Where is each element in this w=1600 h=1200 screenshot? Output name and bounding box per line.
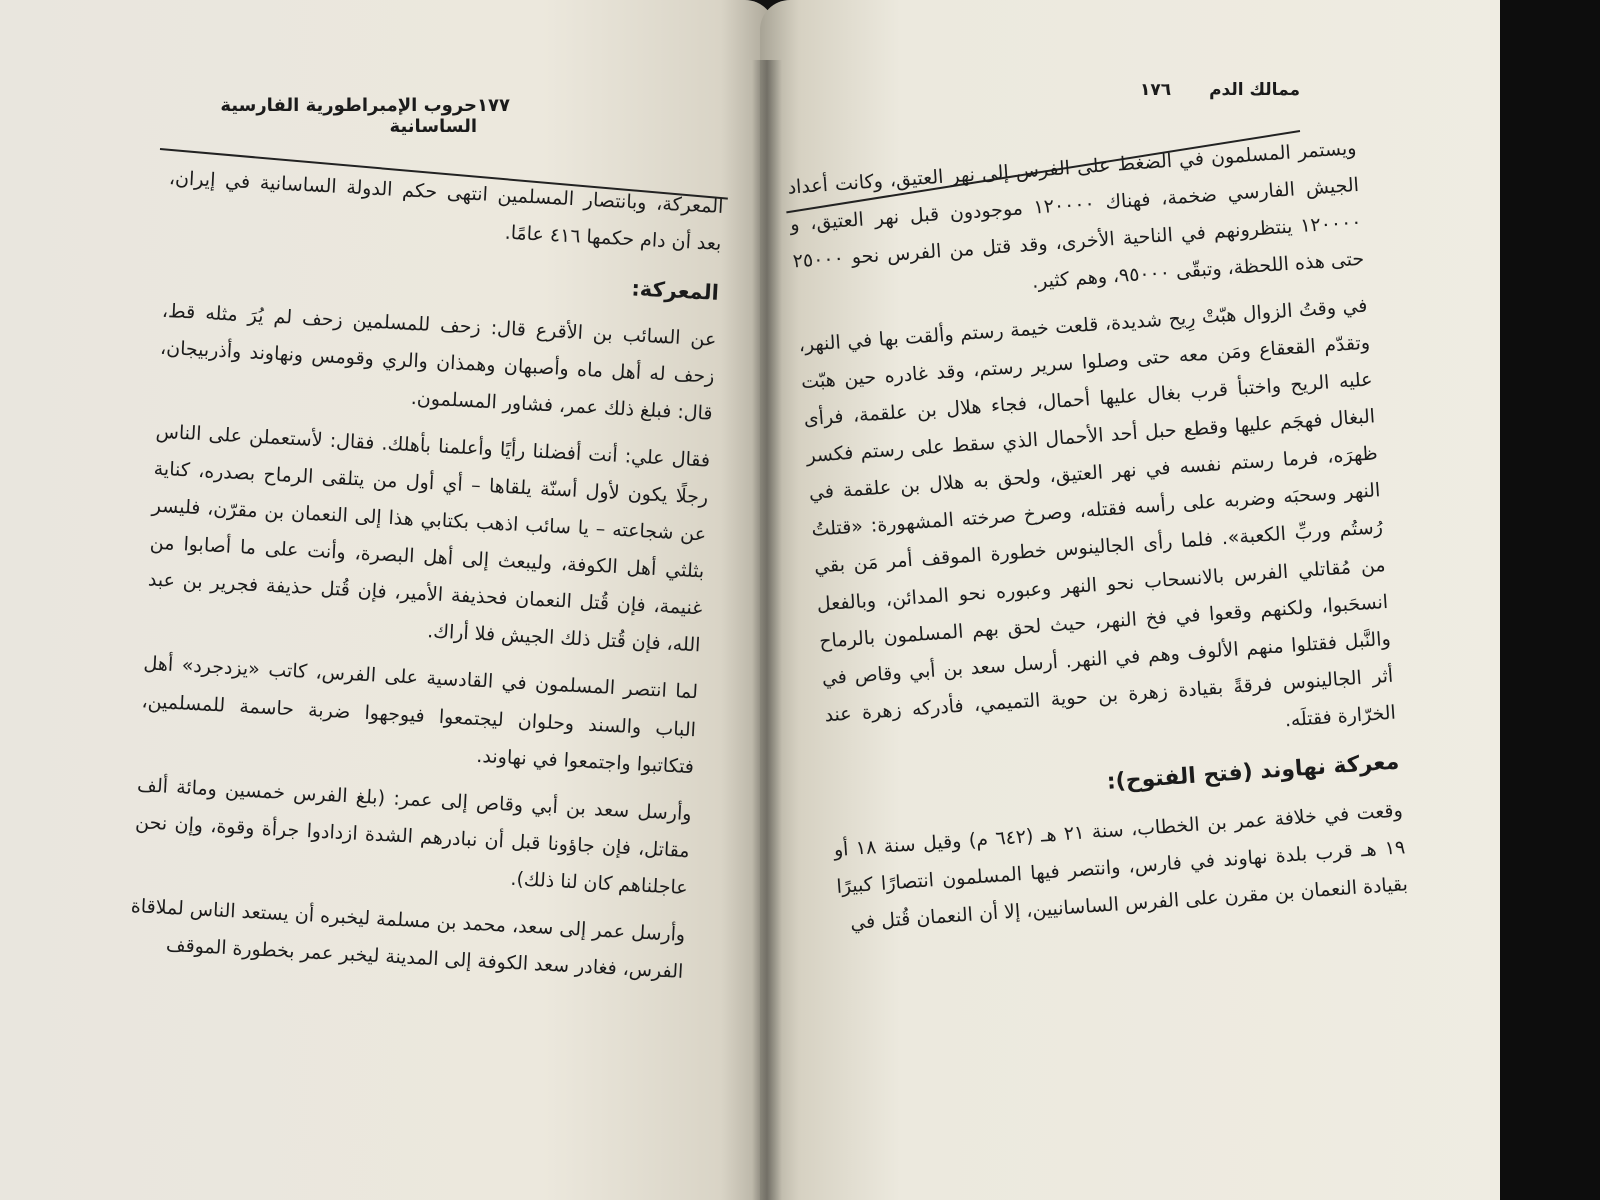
left-paragraph: المعركة، وبانتصار المسلمين انتهى حكم الدولة الساسانية في إيران، بعد أن دام حكمها ٤١٦ عامًا.	[168, 166, 724, 256]
left-paragraph: فقال علي: أنت أفضلنا رأيًا وأعلمنا بأهلك. فقال: لأستعملن على الناس رجلًا يكون لأول أسنّة يلقاها – أي أول من يتلقى الرماح بصدره، كناية عن شجاعته – يا سائب اذهب بكتابي هذا إلى النعمان بن مقرّن، فليسر بثلثي أهل الكوفة، وليبعث إلى أهل البصرة، وأنت على ما أصابوا من غنيمة، فإن قُتل النعمان فحذيفة الأمير، فإن قُتل حذيفة فجرير بن عبد الله، فإن قُتل ذلك الجيش فلا أراك.	[147, 420, 711, 657]
right-running-title: ممالك الدم	[1209, 80, 1300, 100]
left-running-head	[160, 95, 510, 137]
right-paragraph: ويستمر المسلمون في الضغط على الفرس إلى نهر العتيق، وكانت أعداد الجيش الفارسي ضخمة، فهناك ١٢٠٠٠٠ موجودون قبل نهر العتيق، و ١٢٠٠٠٠ ينتظرونهم في الناحية الأخرى، وقد قتل من الفرس نحو ٢٥٠٠٠ حتى هذه اللحظة، وتبقّى ٩٥٠٠٠، وهم كثير.	[786, 136, 1365, 294]
left-running-title: حروب الإمبراطورية الفارسية الساسانية	[220, 95, 478, 137]
left-page-number: ١٧٧	[477, 95, 510, 116]
right-page-number: ١٧٦	[1140, 80, 1172, 100]
right-paragraph: في وقتُ الزوال هبّتْ رِيح شديدة، قلعت خيمة رستم وألقت بها في النهر، وتقدّم القعقاع ومَن معه حتى وصلوا سرير رستم، وقد غادره حين هبّت عليه الريح واختبأ قرب بغال عليها أحمال، فجاء هلال بن علقمة، فرأى البغال فهجَم عليها وقطع حبل أحد الأحمال الذي سقط على رستم فكسر ظهرَه، فرما رستم نفسه في نهر العتيق، ولحق به هلال بن علقمة في النهر وسحبَه وضربه على رأسه فقتله، وصرخ صرخته المشهورة: «قتلتُ رُستُم وربِّ الكعبة». فلما رأى الجالينوس خطورة الموقف أمر مَن بقي من مُقاتلي الفرس بالانسحاب نحو النهر وعبوره نحو المدائن، وبالفعل انسحَبوا، ولكنهم وقعوا في فخ النهر، حيث لحق بهم المسلمون بالرماح والنَّبل فقتلوا منهم الألوف وهم في النهر. أرسل سعد بن أبي وقاص في أثر الجالينوس فرقةً بقيادة زهرة بن حوية التميمي، فأدركه زهرة عند الخرّارة فقتلَه.	[797, 294, 1397, 732]
right-page	[760, 0, 1540, 1200]
left-text-block	[127, 160, 724, 1001]
left-paragraph: عن السائب بن الأقرع قال: زحف للمسلمين زحف لم يُرَ مثله قط، زحف له أهل ماه وأصبهان وهمذان والري وقومس ونهاوند وأذربيجان، قال: فبلغ ذلك عمر، فشاور المسلمون.	[159, 299, 717, 425]
left-paragraph: وأرسل سعد بن أبي وقاص إلى عمر: (بلغ الفرس خمسين ومائة ألف مقاتل، فإن جاؤونا قبل أن نبادرهم الشدة ازدادوا جرأة وقوة، وإن نحن عاجلناهم كان لنا ذلك).	[134, 773, 693, 899]
right-running-head	[1140, 80, 1300, 100]
left-paragraph: وأرسل عمر إلى سعد، محمد بن مسلمة ليخبره أن يستعد الناس لملاقاة الفرس، فغادر سعد الكوفة إلى المدينة ليخبر عمر بخطورة الموقف	[130, 894, 686, 983]
left-section-heading: المعركة:	[630, 276, 720, 305]
book-spine-shadow	[752, 60, 782, 1200]
background-dark-edge	[1500, 0, 1600, 1200]
right-text-block	[786, 130, 1409, 953]
left-page	[0, 0, 775, 1200]
right-section-heading: معركة نهاوند (فتح الفتوح):	[1106, 749, 1401, 795]
left-paragraph: لما انتصر المسلمون في القادسية على الفرس، كاتب «يزدجرد» أهل الباب والسند وحلوان ليجتمعوا فيوجهوا ضربة حاسمة للمسلمين، فتكاتبوا واجتمعوا في نهاوند.	[141, 652, 699, 778]
right-paragraph: وقعت في خلافة عمر بن الخطاب، سنة ٢١ هـ (٦٤٢ م) وقيل سنة ١٨ أو ١٩ هـ قرب بلدة نهاوند في فارس، وانتصر فيها المسلمون انتصارًا كبيرًا بقيادة النعمان بن مقرن على الفرس الساسانيين، إلا أن النعمان قُتل في	[833, 799, 1409, 934]
